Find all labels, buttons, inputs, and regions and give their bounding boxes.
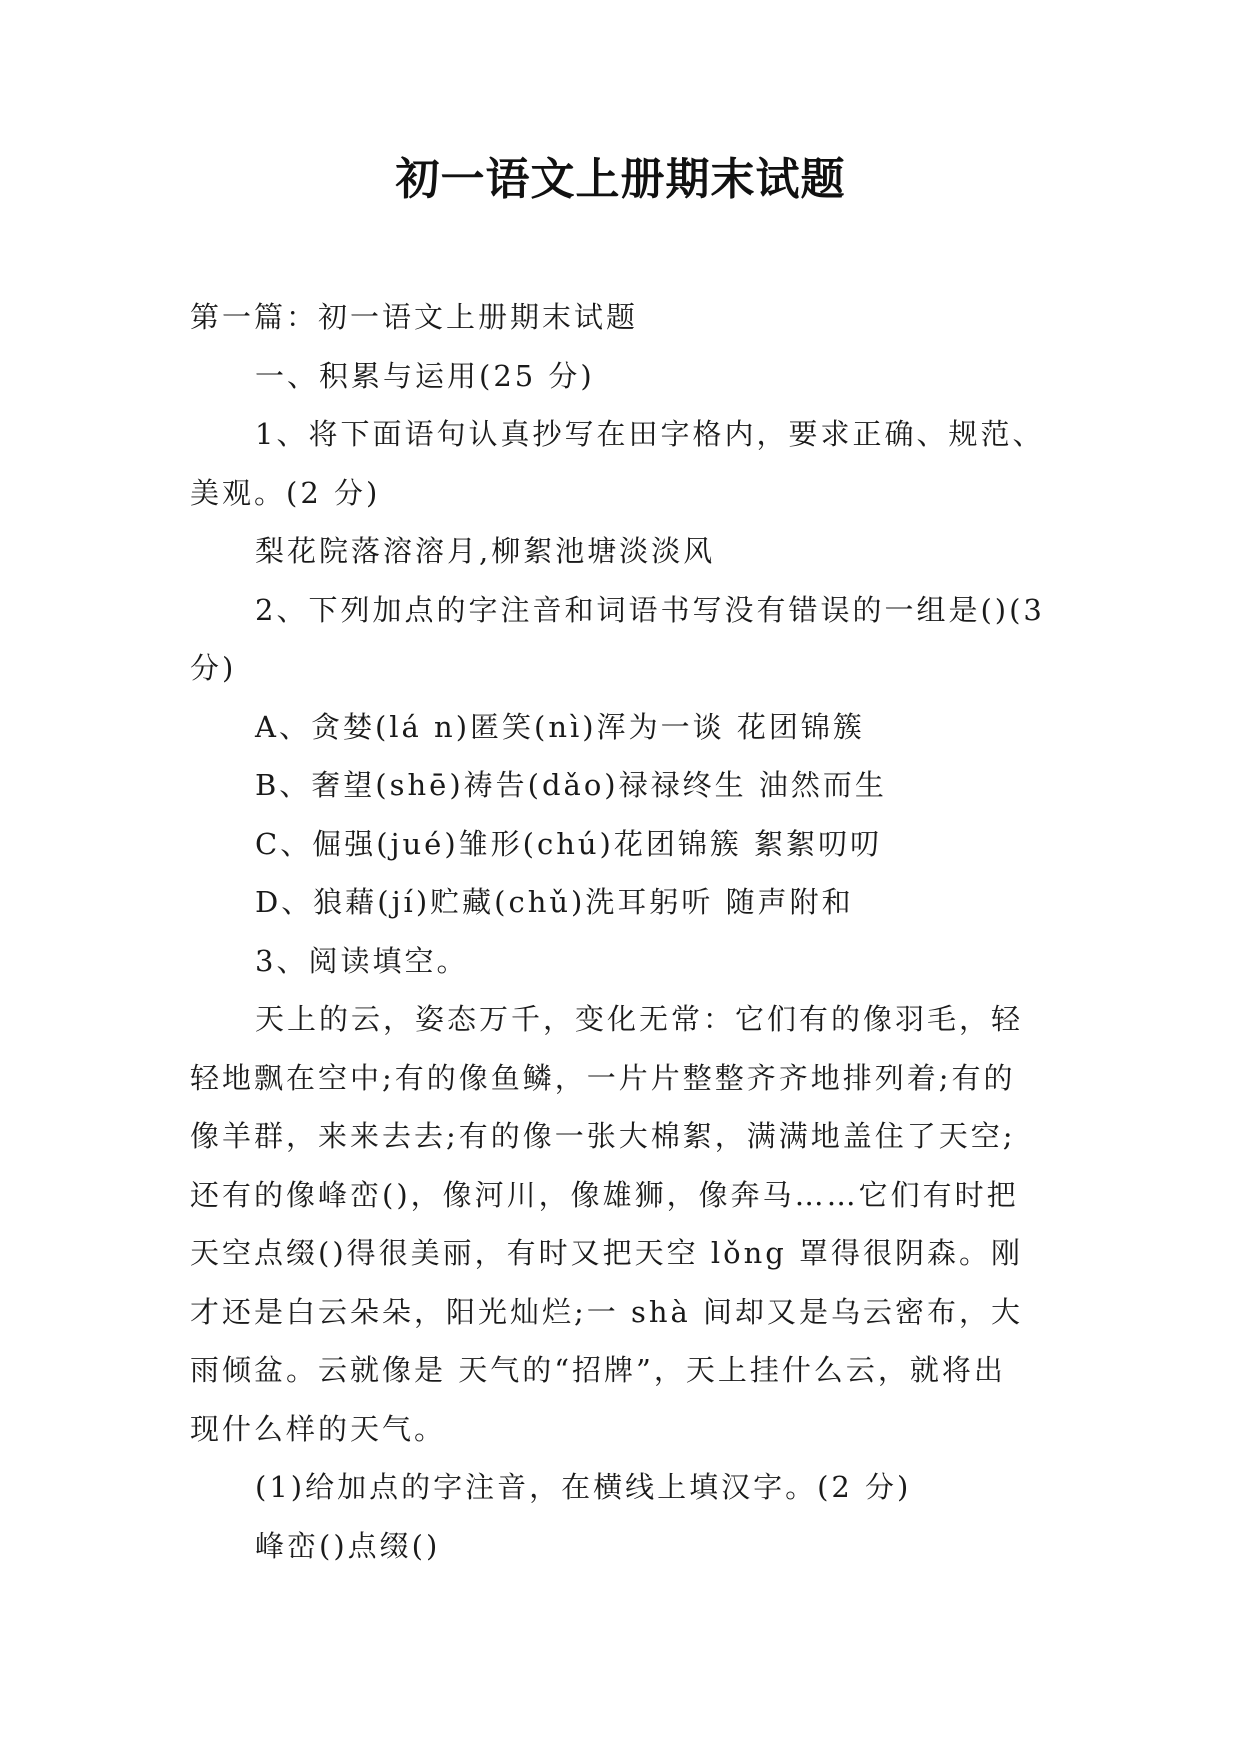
document-title: 初一语文上册期末试题 — [395, 154, 846, 205]
section-heading: 第一篇：初一语文上册期末试题 — [190, 300, 639, 334]
document-body — [190, 288, 1070, 1575]
passage-line: 天空点缀()得很美丽，有时又把天空 lǒng 罩得很阴森。刚 — [190, 1236, 1024, 1270]
question-1: 1、将下面语句认真抄写在田字格内，要求正确、规范、 — [255, 417, 1045, 451]
question-2-cont: 分) — [190, 651, 237, 685]
option-c: C、倔强(jué)雏形(chú)花团锦簇 絮絮叨叨 — [255, 826, 883, 861]
passage-line: 才还是白云朵朵，阳光灿烂;一 shà 间却又是乌云密布，大 — [190, 1294, 1024, 1329]
part-heading: 一、积累与运用(25 分) — [255, 358, 595, 393]
question-2: 2、下列加点的字注音和词语书写没有错误的一组是()(3 — [255, 592, 1045, 627]
passage-line: 雨倾盆。云就像是 天气的“招牌”，天上挂什么云，就将出 — [190, 1353, 1006, 1387]
passage-line: 像羊群，来来去去;有的像一张大棉絮，满满地盖住了天空; — [190, 1119, 1016, 1153]
answer-blanks: 峰峦()点缀() — [255, 1528, 441, 1563]
passage-line: 轻地飘在空中;有的像鱼鳞，一片片整整齐齐地排列着;有的 — [190, 1060, 1016, 1095]
question-1-cont: 美观。(2 分) — [190, 475, 381, 510]
option-a: A、贪婪(lá n)匿笑(nì)浑为一谈 花团锦簇 — [255, 709, 865, 744]
option-d: D、狼藉(jí)贮藏(chǔ)洗耳躬听 随声附和 — [255, 885, 854, 919]
passage-line: 天上的云，姿态万千，变化无常：它们有的像羽毛，轻 — [255, 1002, 1024, 1036]
option-b: B、奢望(shē)祷告(dǎo)禄禄终生 油然而生 — [255, 768, 887, 802]
passage-line: 还有的像峰峦()，像河川，像雄狮，像奔马……它们有时把 — [190, 1177, 1019, 1212]
passage-line: 现什么样的天气。 — [190, 1411, 447, 1446]
sub-question-1: (1)给加点的字注音，在横线上填汉字。(2 分) — [255, 1470, 912, 1504]
copy-sentence: 梨花院落溶溶月,柳絮池塘淡淡风 — [255, 534, 716, 568]
question-3: 3、阅读填空。 — [255, 943, 469, 978]
